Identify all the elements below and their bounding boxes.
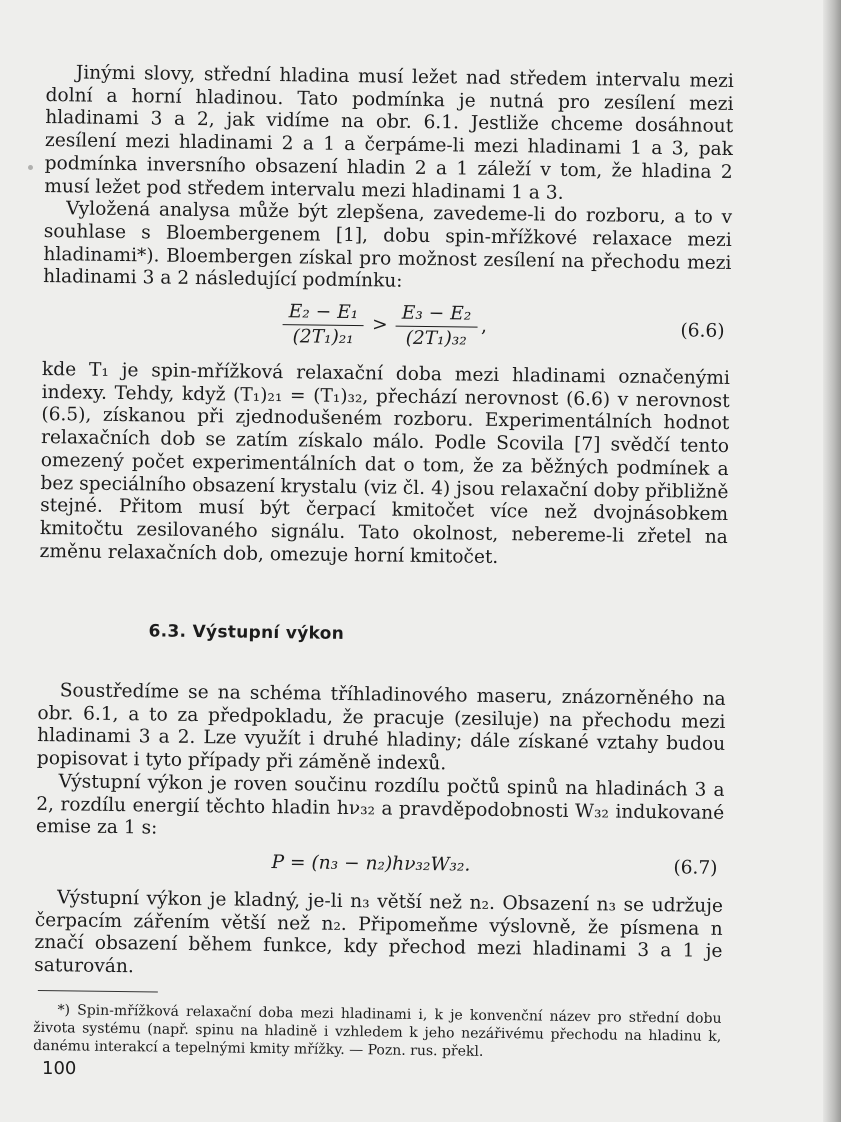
fraction-left (282, 300, 364, 350)
inequality-operator: > (371, 314, 388, 336)
equation-6-7 (35, 843, 723, 886)
paragraph-section-2: Výstupní výkon je roven součinu rozdílu počtů spinů na hladinách 3 a 2, rozdílu energií těchto hladin hν₃₂ a pravděpodobnosti W₃₂ indukované emise za 1 s: (35, 771, 725, 839)
paragraph-intro-1: Jinými slovy, střední hladina musí ležet nad středem intervalu mezi dolní a horní hladinou. Tato podmínka je nutná pro zesílení mezi hladinami 3 a 2, jak vidíme na obr. 6.1. Jestliže chceme dosáhnout zesílení mezi hladinami 2 a 1 a čerpáme-li mezi hladinami 1 a 3, pak podmínka inversního obsazení hladin 2 a 1 záleží v tom, že hladina 2 musí ležet pod středem intervalu mezi hladinami 1 a 3. (44, 62, 734, 204)
fraction-right (395, 302, 477, 352)
paragraph-after-6-7: Výstupní výkon je kladný, je-li n₃ větší než n₂. Obsazení n₃ se udržuje čerpacím zářením větší než n₂. Připomeňme výslovně, že písmena n značí obsazení během funkce, kdy přechod mezi hladinami 3 a 1 je saturován. (34, 887, 724, 978)
paragraph-section-1: Soustředíme se na schéma tříhladinového maseru, znázorněného na obr. 6.1, a to za předpokladu, že pracuje (zesiluje) na přechodu mezi hladinami 3 a 2. Lze využít i druhé hladiny; dále získané vztahy budou popisovat i tyto případy při záměně indexů. (36, 680, 726, 775)
fraction-right-denominator: (2T₁)₃₂ (405, 327, 467, 350)
equation-6-7-expression: P = (n₃ − n₂)hν₃₂W₃₂. (271, 852, 471, 876)
page-body (33, 62, 734, 1064)
fraction-right-numerator: E₃ − E₂ (396, 302, 478, 328)
equation-number-6-6: (6.6) (680, 320, 725, 342)
equation-6-6 (42, 297, 731, 360)
section-heading: 6.3. Výstupní výkon (148, 621, 345, 645)
footnote: *) Spin-mřížková relaxační doba mezi hladinami i, k je konvenční název pro střední dobu života systému (např. spinu na hladině i vzhledem k jeho nezářivému přechodu na hladinu k, danému interakcí a tepelnými kmity mřížky. — Pozn. rus. překl. (33, 1002, 722, 1060)
fraction-left-numerator: E₂ − E₁ (283, 300, 365, 326)
fraction-left-denominator: (2T₁)₂₁ (292, 326, 354, 349)
paragraph-after-6-6: kde T₁ je spin-mřížková relaxační doba mezi hladinami označenými indexy. Tehdy, když (T₁)₂₁ = (T₁)₃₂, přechází nerovnost (6.6) v nerovnost (6.5), získanou při zjednodušeném rozboru. Experimentálních hodnot relaxačních dob se zatím získalo málo. Podle Scovila [7] svědčí tento omezený počet experimentálních dat o tom, že za běžných podmínek a bez speciálního obsazení krystalu (viz čl. 4) jsou relaxační doby přibližně stejné. Přitom musí být čerpací kmitočet více než dvojnásobkem kmitočtu zesilovaného signálu. Tato okolnost, nebereme-li zřetel na změnu relaxačních dob, omezuje horní kmitočet. (39, 359, 731, 568)
page-edge-shadow (823, 0, 841, 1122)
margin-speck (28, 165, 33, 170)
paragraph-intro-2: Vyložená analysa může být zlepšena, zavedeme-li do rozboru, a to v souhlase s Bloembergenem [1], dobu spin-mřížkové relaxace mezi hladinami*). Bloembergen získal pro možnost zesílení na přechodu mezi hladinami 3 a 2 následující podmínku: (43, 198, 733, 293)
equation-number-6-7: (6.7) (673, 857, 718, 879)
footnote-rule (38, 990, 158, 993)
page-number: 100 (42, 1058, 77, 1079)
equation-trailing-comma: , (480, 315, 488, 337)
